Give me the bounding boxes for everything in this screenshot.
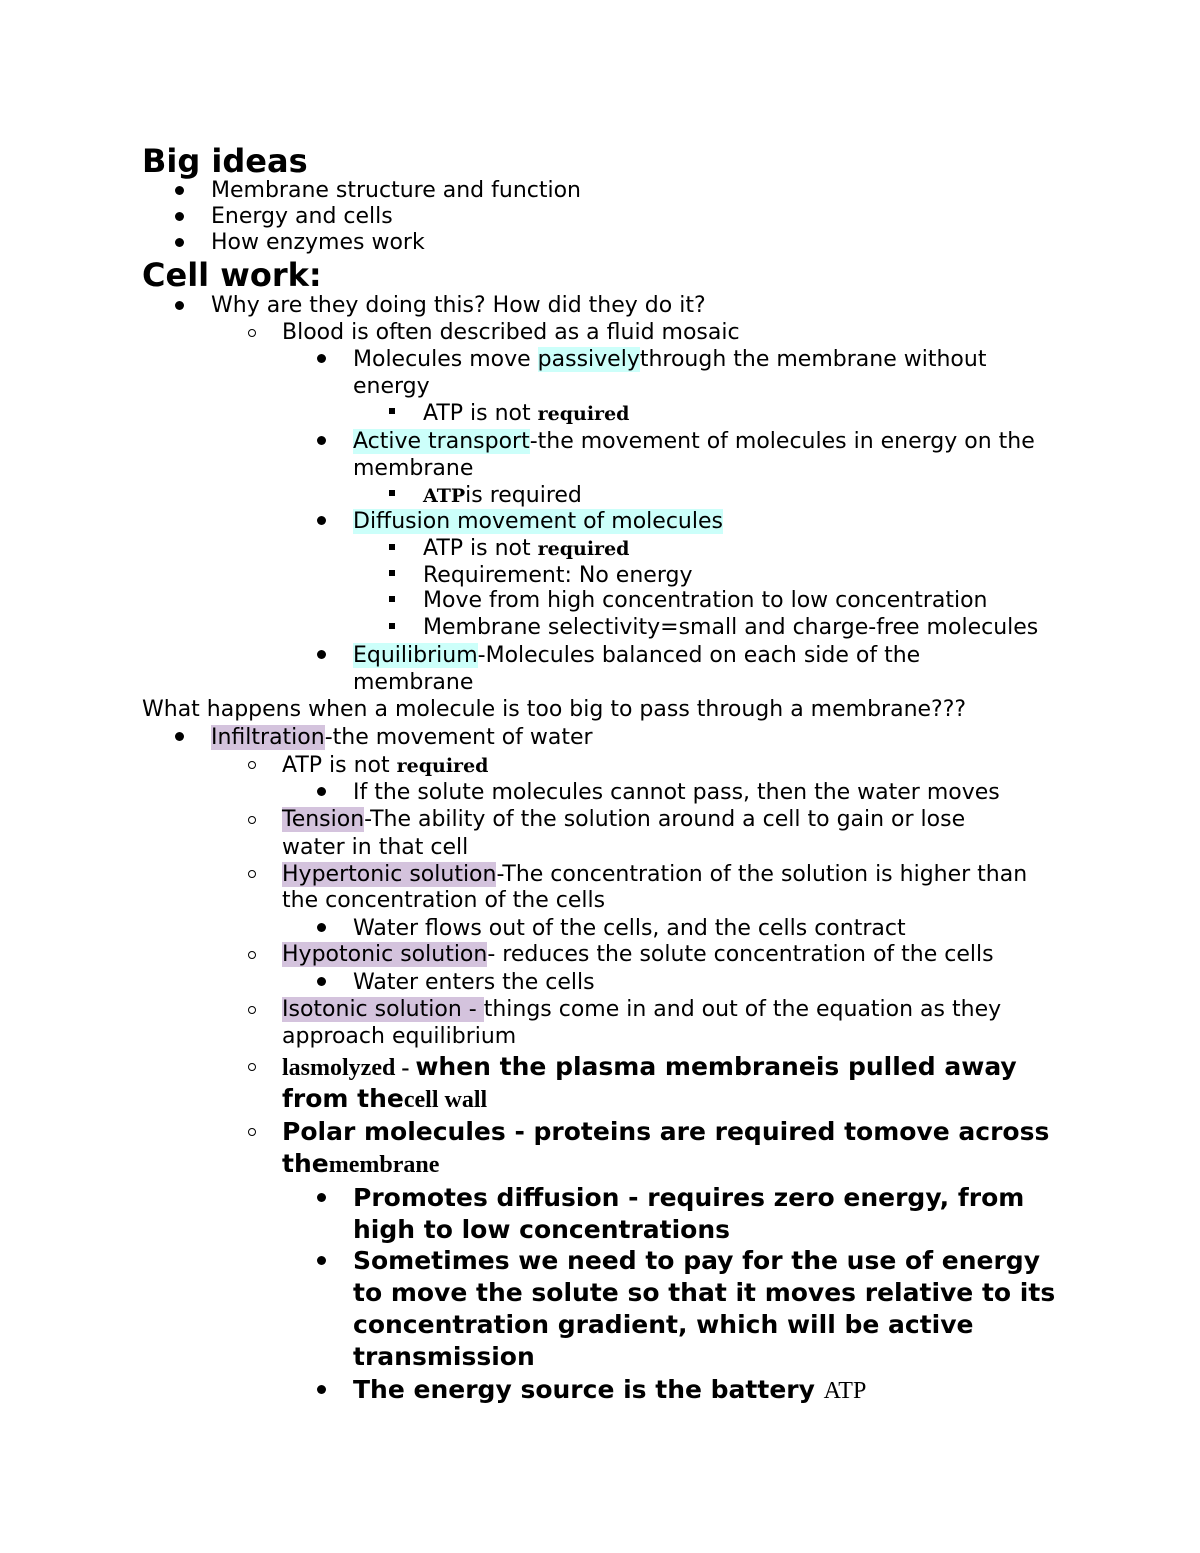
- bullet-square-icon: [389, 408, 395, 414]
- text: the: [282, 1149, 329, 1178]
- bullet-square-icon: [389, 490, 395, 496]
- bullet-disc-icon: [175, 212, 184, 221]
- bullet-square-icon: [389, 596, 395, 602]
- question-text: What happens when a molecule is too big to pass through a membrane???: [142, 697, 967, 722]
- list-item-cont: water in that cell: [282, 835, 469, 860]
- text: -The ability of the solution around a cell to gain or lose: [364, 807, 966, 832]
- text: ATP is not: [423, 536, 538, 561]
- list-item: Requirement: No energy: [423, 563, 693, 588]
- bullet-circle-icon: [248, 951, 256, 959]
- list-item-cont: transmission: [353, 1342, 535, 1371]
- bullet-disc-icon: [175, 186, 184, 195]
- list-item-cont: to move the solute so that it moves relative to its: [353, 1278, 1056, 1307]
- highlight-term: Hypotonic solution: [282, 942, 488, 967]
- text: ATP is not: [282, 753, 397, 778]
- bullet-square-icon: [389, 623, 395, 629]
- serif-text: required: [537, 538, 630, 560]
- bullet-circle-icon: [248, 870, 256, 878]
- highlight-term: passively: [537, 347, 640, 372]
- list-item: Sometimes we need to pay for the use of energy: [353, 1246, 1040, 1275]
- text: ATP is not: [423, 401, 538, 426]
- serif-text: lasmolyzed -: [282, 1055, 416, 1081]
- bullet-circle-icon: [248, 761, 256, 769]
- text: through the membrane without: [639, 347, 987, 372]
- highlight-term: Isotonic solution -: [282, 997, 484, 1022]
- serif-text: membrane: [328, 1152, 440, 1178]
- highlight-term: Hypertonic solution: [282, 862, 497, 887]
- list-item: Blood is often described as a fluid mosaic: [282, 320, 740, 345]
- list-item: [353, 1374, 866, 1407]
- bullet-circle-icon: [248, 1063, 256, 1071]
- list-item-cont: membrane: [353, 670, 474, 695]
- highlight-term: Infiltration: [211, 725, 325, 750]
- bullet-circle-icon: [248, 1006, 256, 1014]
- list-item: If the solute molecules cannot pass, then the water moves: [353, 780, 1000, 805]
- bullet-disc-icon: [317, 1193, 326, 1202]
- bullet-disc-icon: [317, 516, 326, 525]
- serif-text: ATP: [823, 1378, 867, 1404]
- text: -the movement of water: [324, 725, 593, 750]
- bullet-disc-icon: [317, 977, 326, 986]
- bullet-disc-icon: [317, 1256, 326, 1265]
- bullet-circle-icon: [248, 1128, 256, 1136]
- list-item-hypotonic: [282, 941, 994, 968]
- list-item: [423, 535, 629, 563]
- list-item: [282, 752, 488, 780]
- text: is required: [465, 483, 582, 508]
- bullet-disc-icon: [175, 732, 184, 741]
- bullet-disc-icon: [175, 301, 184, 310]
- list-item: [423, 482, 582, 510]
- list-item-hypertonic: [282, 861, 1027, 888]
- list-item-cont: concentration gradient, which will be active: [353, 1310, 974, 1339]
- bullet-disc-icon: [317, 787, 326, 796]
- bullet-disc-icon: [317, 436, 326, 445]
- list-item-isotonic: [282, 996, 1001, 1023]
- list-item: Water enters the cells: [353, 970, 595, 995]
- text: -Molecules balanced on each side of the: [477, 643, 921, 668]
- list-item-cont: approach equilibrium: [282, 1024, 517, 1049]
- bullet-circle-icon: [248, 816, 256, 824]
- serif-text: required: [537, 403, 630, 425]
- list-item-infiltration: [211, 724, 593, 751]
- list-item-diffusion: [353, 508, 723, 535]
- list-item-cont: high to low concentrations: [353, 1215, 731, 1244]
- list-item: How enzymes work: [211, 230, 425, 255]
- list-item-plasmolyzed: [282, 1051, 1017, 1084]
- highlight-term: Active transport: [353, 429, 530, 454]
- bullet-disc-icon: [317, 650, 326, 659]
- list-item-active: [353, 428, 1035, 455]
- list-item-cont: [282, 1148, 439, 1181]
- list-item-cont: [282, 1083, 487, 1116]
- bullet-square-icon: [389, 570, 395, 576]
- list-item: Membrane structure and function: [211, 178, 581, 203]
- highlight-term: Equilibrium: [353, 643, 478, 668]
- highlight-term: Diffusion movement of molecules: [353, 509, 723, 534]
- list-item: Promotes diffusion - requires zero energy, from: [353, 1183, 1025, 1212]
- list-item-cont: membrane: [353, 456, 474, 481]
- serif-text: required: [396, 755, 489, 777]
- text: -The concentration of the solution is higher than: [496, 862, 1028, 887]
- text: things come in and out of the equation as they: [483, 997, 1002, 1022]
- text: -the movement of molecules in energy on the: [529, 429, 1035, 454]
- list-item-equilibrium: [353, 642, 920, 669]
- text: when the plasma membraneis pulled away: [415, 1052, 1017, 1081]
- text: Molecules move: [353, 347, 538, 372]
- bullet-disc-icon: [317, 354, 326, 363]
- serif-text: ATP: [423, 485, 466, 507]
- list-item: Move from high concentration to low concentration: [423, 588, 988, 613]
- list-item: Water flows out of the cells, and the cells contract: [353, 916, 906, 941]
- bullet-disc-icon: [317, 1385, 326, 1394]
- heading-cell-work: Cell work:: [142, 256, 322, 294]
- list-item-polar: Polar molecules - proteins are required tomove across: [282, 1117, 1050, 1146]
- list-item-cont: energy: [353, 374, 430, 399]
- highlight-term: Tension: [282, 807, 365, 832]
- text: The energy source is the battery: [353, 1375, 824, 1404]
- list-item: Energy and cells: [211, 204, 393, 229]
- list-item-cont: the concentration of the cells: [282, 888, 606, 913]
- text: from the: [282, 1084, 404, 1113]
- bullet-disc-icon: [175, 238, 184, 247]
- list-item-passive: [353, 346, 986, 373]
- heading-big-ideas: Big ideas: [142, 142, 308, 180]
- bullet-circle-icon: [248, 329, 256, 337]
- bullet-disc-icon: [317, 923, 326, 932]
- list-item: [423, 400, 629, 428]
- list-item: Why are they doing this? How did they do it?: [211, 293, 706, 318]
- list-item-tension: [282, 806, 965, 833]
- bullet-square-icon: [389, 544, 395, 550]
- list-item: Membrane selectivity=small and charge-free molecules: [423, 615, 1039, 640]
- text: - reduces the solute concentration of the cells: [487, 942, 994, 967]
- serif-text: cell wall: [403, 1087, 488, 1113]
